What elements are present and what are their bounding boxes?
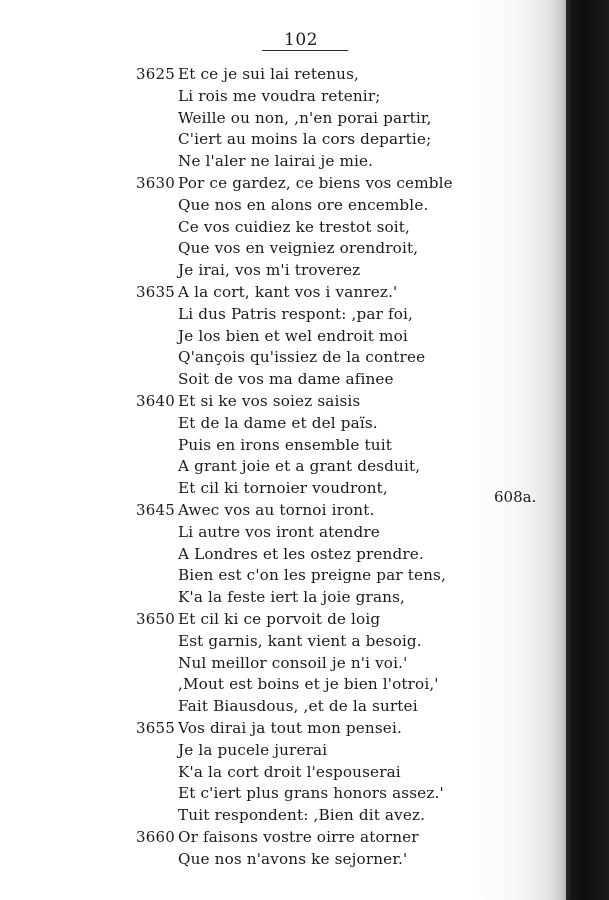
verse-text: Li dus Patris respont: ,par foi, [178,304,414,323]
verse-text: C'iert au moins la cors departie; [178,130,432,149]
verse-line [0,674,540,696]
verse-text: Bien est c'on les preigne par tens, [178,566,446,585]
verse-text: Awec vos au tornoi iront. [178,500,375,519]
verse-line [0,544,540,566]
line-number: 3655 [136,718,175,737]
line-number: 3635 [136,282,175,301]
verse-line [0,217,540,239]
verse-line [0,64,540,86]
verse-text: Je la pucele jurerai [178,740,328,759]
verse-line [0,653,540,675]
verse-text: Que vos en veigniez orendroit, [178,239,419,258]
verse-line [0,522,540,544]
verse-line [0,609,540,631]
verse-line [0,805,540,827]
verse-line [0,740,540,762]
verse-text: Soit de vos ma dame afinee [178,370,394,389]
verse-text: Et si ke vos soiez saisis [178,391,361,410]
verse-line [0,282,540,304]
verse-line [0,173,540,195]
verse-text: Et c'iert plus grans honors assez.' [178,784,444,803]
header-rule [262,50,348,51]
verse-text: A Londres et les ostez prendre. [178,544,424,563]
verse-text: Li autre vos iront atendre [178,522,380,541]
verse-text: A grant joie et a grant desduit, [178,457,421,476]
verse-line [0,129,540,151]
verse-line [0,435,540,457]
verse-line [0,347,540,369]
verse-text: ,Mout est boins et je bien l'otroi,' [178,675,439,694]
line-number: 3645 [136,500,175,519]
verse-line [0,587,540,609]
verse-line [0,108,540,130]
verse-text: Je los bien et wel endroit moi [178,326,408,345]
verse-text: Q'ançois qu'issiez de la contree [178,348,426,367]
verse-text: Li rois me voudra retenir; [178,86,381,105]
verse-line [0,369,540,391]
verse-line [0,849,540,871]
line-number: 3660 [136,827,175,846]
page-number: 102 [284,30,318,50]
verse-line [0,260,540,282]
verse-text: Je irai, vos m'i troverez [178,261,361,280]
verse-line [0,565,540,587]
verse-text: Que nos en alons ore encemble. [178,195,429,214]
verse-text: Or faisons vostre oirre atorner [178,827,419,846]
verse-line [0,696,540,718]
verse-line [0,478,540,500]
verse-line [0,827,540,849]
verse-text: Et ce je sui lai retenus, [178,65,359,83]
verse-text: Weille ou non, ,n'en porai partir, [178,108,432,127]
verse-line [0,413,540,435]
verse-line [0,718,540,740]
verse-text: Que nos n'avons ke sejorner.' [178,849,408,868]
verse-line [0,500,540,522]
line-number: 3650 [136,609,175,628]
verse-text: Por ce gardez, ce biens vos cemble [178,173,453,192]
verse-text: Et cil ki tornoier voudront, [178,479,388,498]
verse-text: K'a la cort droit l'espouserai [178,762,401,781]
verse-text: Ce vos cuidiez ke trestot soit, [178,217,411,236]
verse-text: Vos dirai ja tout mon pensei. [178,718,402,737]
verse-line [0,456,540,478]
verse-text: Puis en irons ensemble tuit [178,435,392,454]
verse-text: K'a la feste iert la joie grans, [178,588,406,607]
book-binding-edge [566,0,609,900]
verse-text: Ne l'aler ne lairai je mie. [178,152,374,171]
verse-line [0,391,540,413]
verse-line [0,783,540,805]
line-number: 3625 [136,65,175,83]
verse-line [0,151,540,173]
verse-text: Nul meillor consoil je n'i voi.' [178,653,408,672]
verse-text: A la cort, kant vos i vanrez.' [178,282,398,301]
verse-line [0,304,540,326]
line-number: 3630 [136,173,175,192]
verse-line [0,326,540,348]
verse-line [0,762,540,784]
verse-line [0,86,540,108]
verse-text: Est garnis, kant vient a besoig. [178,631,422,650]
verse-text: Et cil ki ce porvoit de loig [178,609,381,628]
margin-note: 608a. [494,488,537,506]
verse-block [0,64,540,870]
verse-line [0,195,540,217]
verse-text: Fait Biausdous, ,et de la surtei [178,697,418,716]
verse-line [0,238,540,260]
verse-text: Et de la dame et del païs. [178,413,378,432]
verse-text: Tuit respondent: ,Bien dit avez. [178,806,426,825]
verse-line [0,631,540,653]
line-number: 3640 [136,391,175,410]
